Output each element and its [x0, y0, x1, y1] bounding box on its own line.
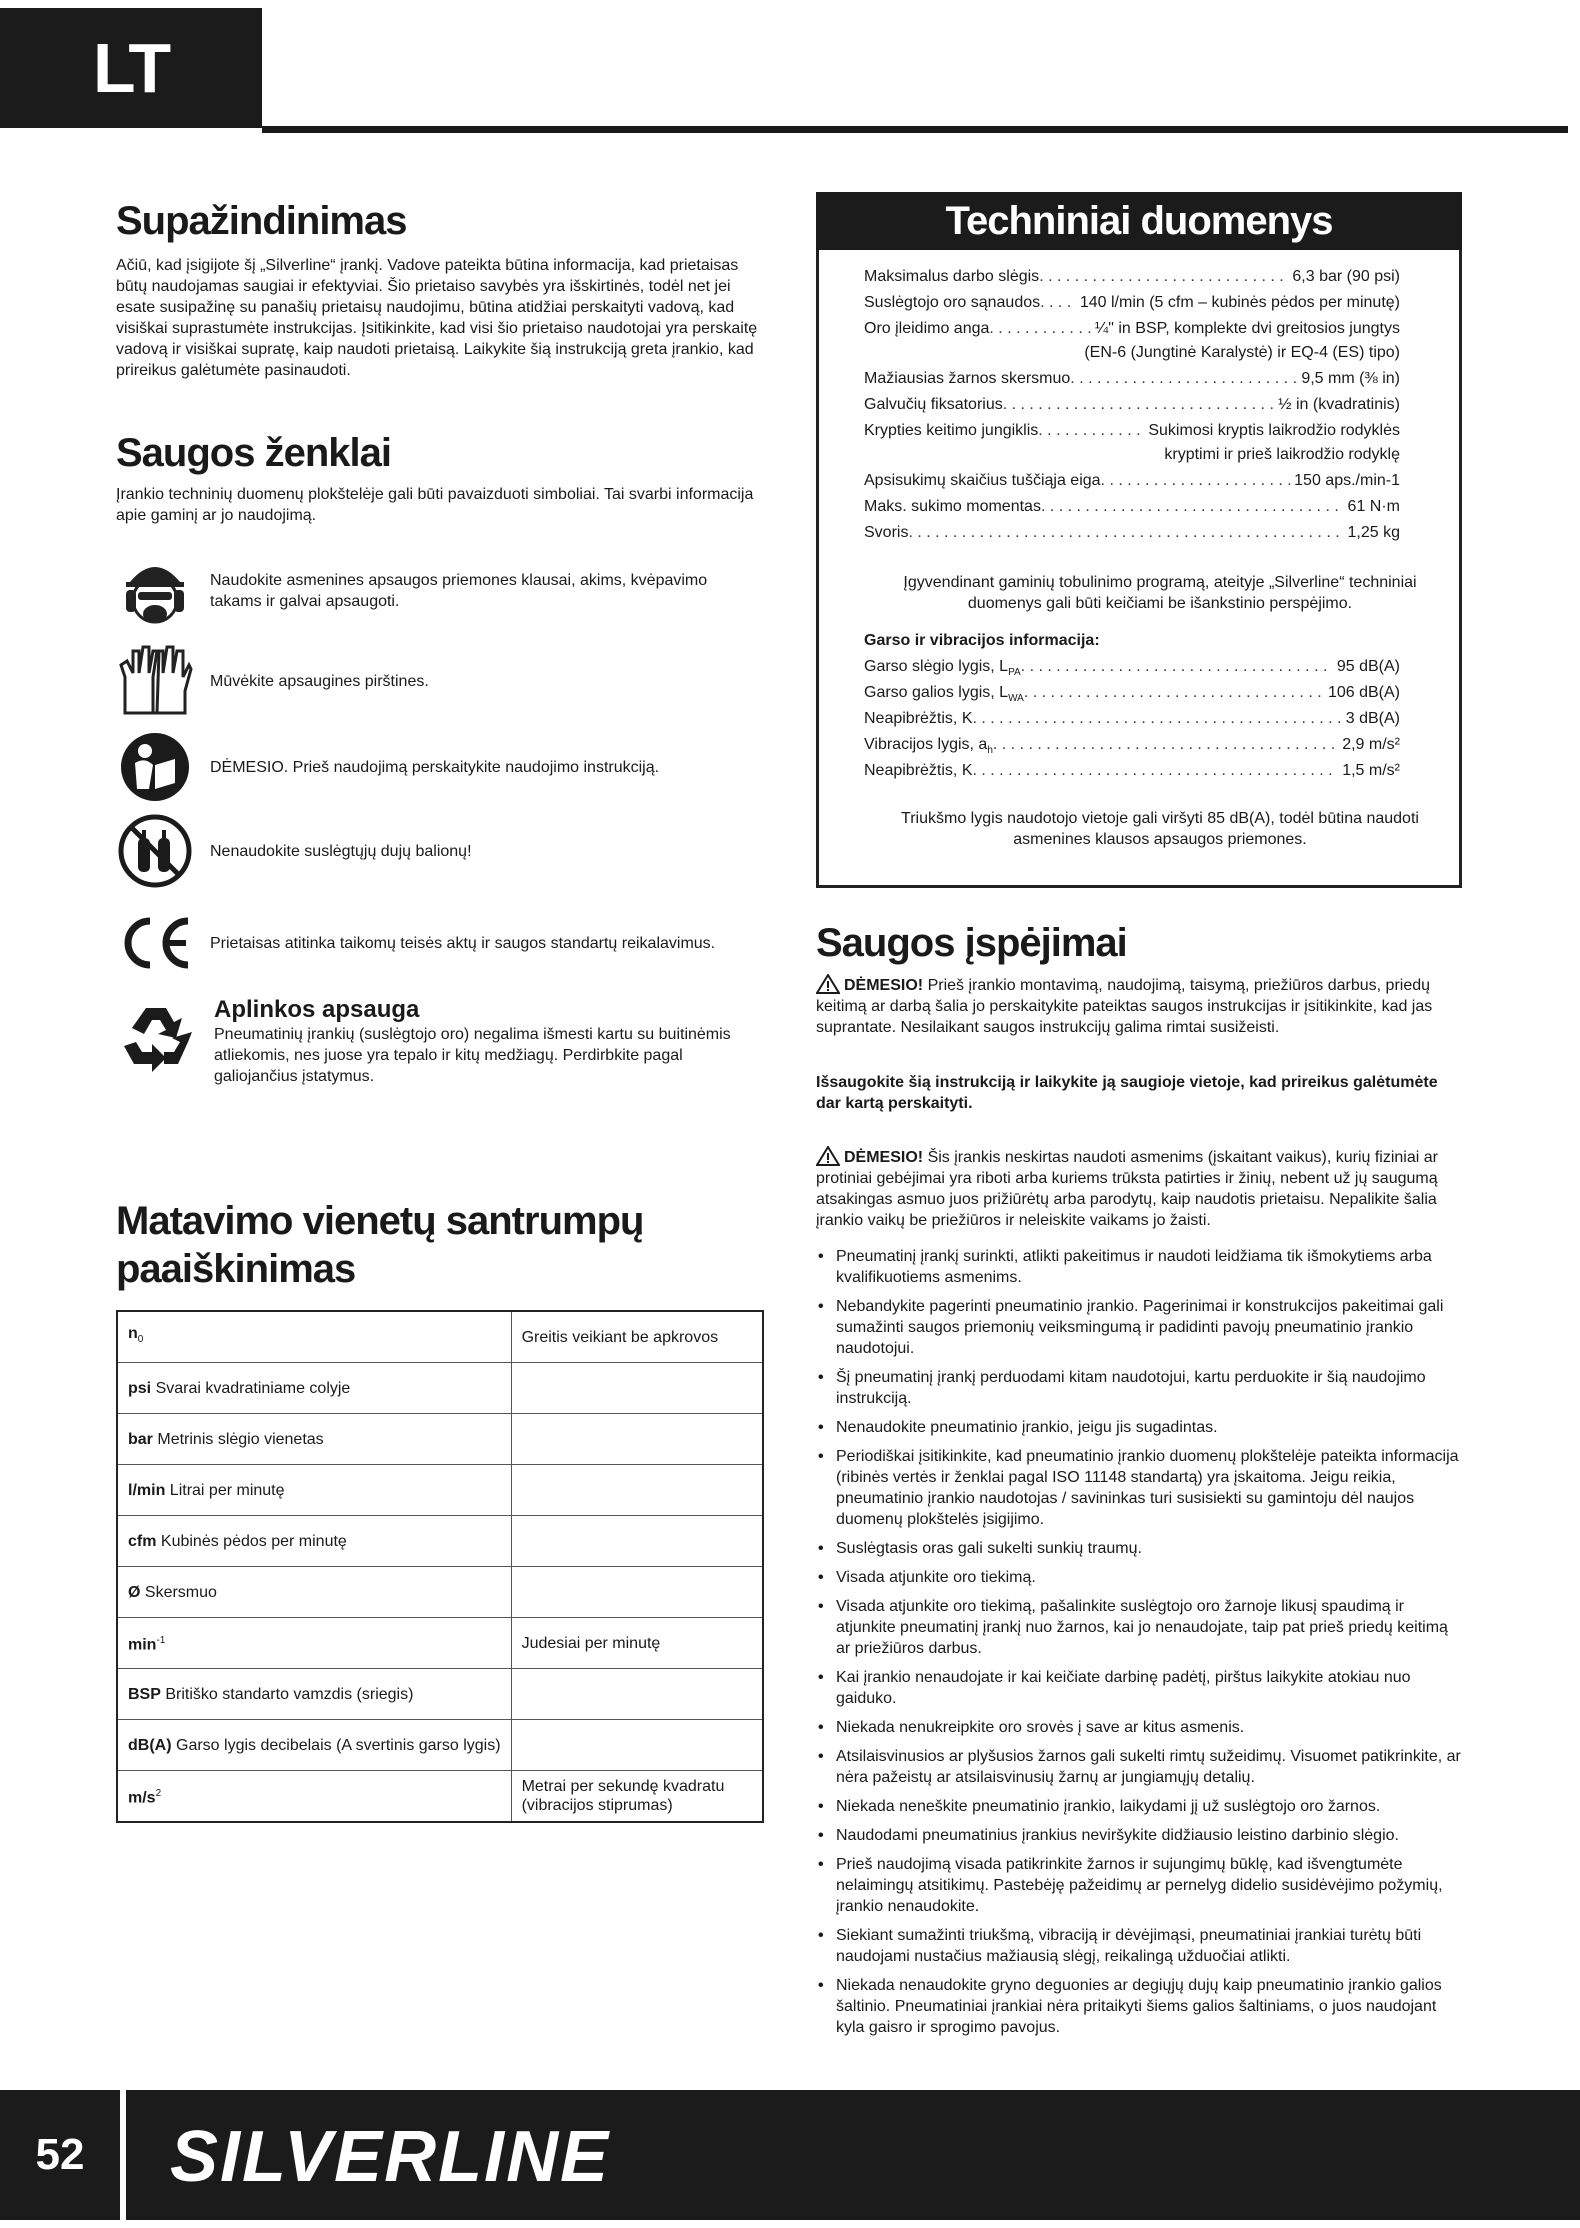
unit-desc: Metrinis slėgio vienetas — [157, 1430, 324, 1448]
warning-triangle-icon — [816, 974, 840, 994]
symbol-text: Naudokite asmenines apsaugos priemones klausai, akims, kvėpavimo takams ir galvai apsaugoti. — [210, 572, 708, 610]
spec-label — [864, 394, 1003, 416]
environment-title: Aplinkos apsauga — [214, 996, 420, 1023]
header-rule — [262, 126, 1568, 133]
leader-dots — [1038, 420, 1144, 442]
spec-row — [864, 266, 1400, 288]
safety-symbols-text: Įrankio techninių duomenų plokštelėje gali būti pavaizduoti simboliai. Tai svarbi informacija apie gaminį ar jo naudojimą. — [116, 486, 754, 524]
units-cell-left — [117, 1567, 511, 1618]
spec-row — [864, 420, 1400, 442]
leader-dots — [1003, 394, 1274, 416]
symbol-text: DĖMESIO. Prieš naudojimą perskaitykite naudojimo instrukciją. — [210, 758, 660, 776]
attention-label: DĖMESIO! — [844, 977, 924, 994]
unit-abbr: n — [128, 1325, 138, 1343]
unit-abbr: Ø — [128, 1583, 141, 1601]
units-cell-left — [117, 1771, 511, 1823]
intro-text: Ačiū, kad įsigijote šį „Silverline“ įrankį. Vadove pateikta būtina informacija, kad prietaisas būtų naudojamas saugiai ir efektyviai. Šio prietaiso savybės yra išskirtinės, todėl net jei esate susipažinę su panašių prietaisų naudojimu, būtina atidžiai perskaityti vadovą, kad visiškai suprastumėte instrukcijas. Įsitikinkite, kad visi šio prietaiso naudotojai yra perskaitę vadovą ir visiškai supratę, kaip naudoti prietaisą. Laikykite šią instrukciją greta įrankio, kad prireikus galėtumėte pasinaudoti. — [116, 257, 758, 379]
units-row — [117, 1771, 763, 1823]
leader-dots — [973, 760, 1339, 782]
spec-row — [864, 496, 1400, 518]
language-code: LT — [0, 8, 262, 128]
spec-row — [864, 656, 1400, 684]
unit-sup: -1 — [156, 1635, 166, 1647]
spec-row — [864, 394, 1400, 416]
leader-dots — [1024, 682, 1324, 710]
spec-label — [864, 708, 973, 730]
spec-label-text: Neapibrėžtis, K — [864, 710, 973, 727]
ppe-head-icon — [116, 552, 194, 630]
symbol-row-ce — [116, 904, 736, 982]
unit-desc: Skersmuo — [144, 1583, 217, 1601]
units-cell-right — [511, 1465, 763, 1516]
spec-label-text: Garso galios lygis, L — [864, 684, 1009, 701]
units-cell-left — [117, 1311, 511, 1363]
warning-attention-2 — [816, 1146, 1466, 1231]
spec-label — [864, 760, 973, 782]
units-cell-right — [511, 1363, 763, 1414]
footer-divider — [120, 2090, 126, 2220]
units-title-line1: Matavimo vienetų santrumpų — [116, 1199, 644, 1243]
leader-dots — [993, 734, 1338, 762]
spec-label-text: Maks. sukimo momentas — [864, 498, 1041, 515]
warning-text-2: Šis įrankis neskirtas naudoti asmenims (įskaitant vaikus), kurių fiziniai ar protiniai gebėjimai yra riboti arba kuriems trūksta patirties ir žinių, nebent už jų saugumą atsakingas asmuo juos prižiūrėtų arba parodytų, kaip naudotis prietaisu. Nepalikite šalia įrankio vaikų be priežiūros ir neleiskite vaikams jo žaisti. — [816, 1149, 1438, 1229]
unit-desc: Kubinės pėdos per minutę — [160, 1532, 347, 1550]
spec-row — [864, 682, 1400, 710]
brand-logo: SILVERLINE — [170, 2117, 611, 2197]
units-cell-left — [117, 1516, 511, 1567]
warning-item: • Nebandykite pagerinti pneumatinio įrankio. Pagerinimai ir konstrukcijos pakeitimai gali sumažinti saugos priemonių veiksmingumą ir padidinti pavojų pneumatinio įrankio naudotojui. — [816, 1296, 1466, 1359]
symbol-row-ppe — [116, 552, 736, 630]
warning-item: • Suslėgtasis oras gali sukelti sunkių traumų. — [816, 1538, 1466, 1559]
unit-desc: Britiško standarto vamzdis (sriegis) — [165, 1685, 414, 1703]
spec-value: 1,25 kg — [1347, 524, 1400, 541]
tech-note: Įgyvendinant gaminių tobulinimo programą, ateityje „Silverline“ techniniai duomenys gali būti keičiami be išankstinio perspėjimo. — [903, 574, 1417, 612]
spec-label-text: Maksimalus darbo slėgis — [864, 268, 1040, 285]
spec-label — [864, 656, 1021, 684]
warning-item: • Kai įrankio nenaudojate ir kai keičiate darbinę padėtį, pirštus laikykite atokiau nuo gaiduko. — [816, 1667, 1466, 1709]
unit-abbr: min — [128, 1636, 157, 1654]
spec-value: 150 aps./min-1 — [1294, 472, 1400, 489]
warning-item: • Visada atjunkite oro tiekimą, pašalinkite suslėgtojo oro žarnoje likusį spaudimą ir atjunkite pneumatinį įrankį nuo žarnos, kai jo nenaudojate, taip pat prieš priedų keitimą ar priežiūros darbus. — [816, 1596, 1466, 1659]
unit-abbr: l/min — [128, 1481, 166, 1499]
sound-title: Garso ir vibracijos informacija: — [864, 632, 1100, 649]
spec-row — [864, 734, 1400, 762]
environment-text: Pneumatinių įrankių (suslėgtojo oro) negalima išmesti kartu su buitinėmis atliekomis, nes juose yra tepalo ir kitų medžiagų. Perdirbkite pagal galiojančius įstatymus. — [214, 1026, 731, 1085]
units-cell-right — [511, 1567, 763, 1618]
gloves-icon — [116, 642, 194, 720]
units-cell-right: Metrai per sekundę kvadratu (vibracijos stiprumas) — [511, 1771, 763, 1823]
spec-label — [864, 734, 993, 762]
spec-value: 6,3 bar (90 psi) — [1292, 268, 1400, 285]
units-cell-left — [117, 1618, 511, 1669]
spec-sub: h — [987, 745, 993, 757]
leader-dots — [1039, 266, 1288, 288]
symbol-row-gas — [116, 812, 736, 890]
spec-row — [864, 760, 1400, 782]
units-title-line2: paaiškinimas — [116, 1247, 356, 1291]
units-cell-right — [511, 1720, 763, 1771]
units-cell-left — [117, 1363, 511, 1414]
spec-label — [864, 368, 1070, 390]
spec-label-text: Svoris — [864, 524, 909, 541]
warning-item: • Visada atjunkite oro tiekimą. — [816, 1567, 1466, 1588]
spec-value: 9,5 mm (⅜ in) — [1301, 370, 1400, 387]
warning-item: • Periodiškai įsitikinkite, kad pneumatinio įrankio duomenų plokštelėje pateikta informacija (ribinės vertės ir ženklai pagal ISO 11148 standartą) yra įskaitoma. Jeigu reikia, pneumatinio įrankio naudotojas / savininkas turi susisiekti su gamintoju dėl naujos duomenų plokštelės įsigijimo. — [816, 1446, 1466, 1530]
units-cell-left — [117, 1669, 511, 1720]
spec-value: 1,5 m/s² — [1342, 762, 1400, 779]
leader-dots — [973, 708, 1342, 730]
spec-label-text: Neapibrėžtis, K — [864, 762, 973, 779]
spec-label-text: Vibracijos lygis, a — [864, 736, 988, 753]
sound-note: Triukšmo lygis naudotojo vietoje gali viršyti 85 dB(A), todėl būtina naudoti asmenines klausos apsaugos priemones. — [901, 810, 1419, 848]
unit-abbr: cfm — [128, 1532, 157, 1550]
warning-list — [816, 1246, 1466, 2046]
spec-value: 3 dB(A) — [1345, 710, 1400, 727]
spec-row — [864, 470, 1400, 492]
safety-symbols-title: Saugos ženklai — [116, 431, 391, 475]
spec-label — [864, 522, 908, 544]
spec-label-text: Mažiausias žarnos skersmuo — [864, 370, 1071, 387]
unit-abbr: m/s — [128, 1789, 156, 1807]
tech-title: Techniniai duomenys — [816, 192, 1462, 250]
units-row — [117, 1516, 763, 1567]
no-gas-cylinder-icon — [116, 812, 194, 890]
warning-item: • Naudodami pneumatinius įrankius neviršykite didžiausio leistino darbinio slėgio. — [816, 1825, 1466, 1846]
spec-row — [864, 292, 1400, 314]
units-row — [117, 1567, 763, 1618]
spec-label-text: Krypties keitimo jungiklis — [864, 422, 1039, 439]
warnings-title: Saugos įspėjimai — [816, 921, 1127, 965]
units-cell-right: Greitis veikiant be apkrovos — [511, 1311, 763, 1363]
units-cell-left — [117, 1465, 511, 1516]
unit-abbr: psi — [128, 1379, 152, 1397]
spec-label — [864, 318, 989, 340]
spec-value: (EN-6 (Jungtinė Karalystė) ir EQ-4 (ES) tipo) — [1084, 344, 1400, 361]
units-row — [117, 1669, 763, 1720]
spec-value: Sukimosi kryptis laikrodžio rodyklės — [1148, 422, 1400, 439]
spec-value: ¼" in BSP, komplekte dvi greitosios jungtys — [1094, 320, 1400, 337]
intro-title: Supažindinimas — [116, 199, 407, 243]
unit-sup: 2 — [155, 1788, 162, 1800]
warning-item: • Atsilaisvinusios ar plyšusios žarnos gali sukelti rimtų sužeidimų. Visuomet patikrinkite, ar nėra pažeistų ar atsilaisvinusių žarnų ar jungiamųjų detalių. — [816, 1746, 1466, 1788]
ce-mark-icon — [116, 904, 194, 982]
units-row — [117, 1720, 763, 1771]
units-row — [117, 1311, 763, 1363]
spec-label-text: Garso slėgio lygis, L — [864, 658, 1009, 675]
units-cell-right — [511, 1516, 763, 1567]
warning-item: • Niekada neneškite pneumatinio įrankio, laikydami jį už suslėgtojo oro žarnos. — [816, 1796, 1466, 1817]
symbol-row-gloves — [116, 642, 736, 720]
units-cell-left — [117, 1720, 511, 1771]
spec-value: 140 l/min (5 cfm – kubinės pėdos per minutę) — [1079, 294, 1400, 311]
spec-label — [864, 266, 1039, 288]
spec-value: 2,9 m/s² — [1342, 736, 1400, 753]
spec-sub: WA — [1008, 693, 1024, 705]
spec-value: 95 dB(A) — [1336, 658, 1400, 675]
units-cell-right: Judesiai per minutę — [511, 1618, 763, 1669]
spec-label — [864, 420, 1038, 442]
units-row — [117, 1363, 763, 1414]
keep-instructions-note: Išsaugokite šią instrukciją ir laikykite ją saugioje vietoje, kad prireikus galėtumėte dar kartą perskaityti. — [816, 1074, 1438, 1112]
spec-row — [864, 708, 1400, 730]
spec-row — [864, 342, 1400, 364]
warning-item: • Siekiant sumažinti triukšmą, vibraciją ir dėvėjimąsi, pneumatiniai įrankiai turėtų būti naudojami nustačius mažiausią slėgį, reikalingą užduočiai atlikti. — [816, 1925, 1466, 1967]
spec-label-text: Galvučių fiksatorius — [864, 396, 1003, 413]
warning-item: • Pneumatinį įrankį surinkti, atlikti pakeitimus ir naudoti leidžiama tik išmokytiems arba kvalifikuotiems asmenims. — [816, 1246, 1466, 1288]
spec-label-text: Suslėgtojo oro sąnaudos — [864, 294, 1041, 311]
spec-row — [864, 522, 1400, 544]
leader-dots — [1101, 470, 1291, 492]
spec-label — [864, 292, 1040, 314]
unit-abbr: BSP — [128, 1685, 161, 1703]
unit-sub: 0 — [137, 1334, 144, 1346]
attention-label: DĖMESIO! — [844, 1149, 924, 1166]
leader-dots — [989, 318, 1091, 340]
spec-row — [864, 368, 1400, 390]
units-row — [117, 1465, 763, 1516]
spec-value: ½ in (kvadratinis) — [1278, 396, 1400, 413]
warning-triangle-icon — [816, 1146, 840, 1166]
recycle-icon — [116, 1002, 196, 1083]
spec-row — [864, 318, 1400, 340]
symbol-row-manual — [116, 728, 736, 806]
spec-label — [864, 496, 1041, 518]
leader-dots — [908, 522, 1343, 544]
warning-item: • Niekada nenaudokite gryno deguonies ar degiųjų dujų kaip pneumatinio įrankio galios šaltinio. Pneumatiniai įrankiai nėra pritaikyti šiems galios šaltiniams, o juos naudojant kyla gaisro ir sprogimo pavojus. — [816, 1975, 1466, 2038]
leader-dots — [1041, 496, 1344, 518]
symbol-text: Mūvėkite apsaugines pirštines. — [210, 672, 429, 690]
units-cell-right — [511, 1414, 763, 1465]
read-manual-icon — [116, 728, 194, 806]
units-cell-right — [511, 1669, 763, 1720]
symbol-text: Prietaisas atitinka taikomų teisės aktų ir saugos standartų reikalavimus. — [210, 934, 716, 952]
unit-desc: Svarai kvadratiniame colyje — [155, 1379, 351, 1397]
unit-desc: Litrai per minutę — [169, 1481, 285, 1499]
spec-label-text: Oro įleidimo anga — [864, 320, 990, 337]
leader-dots — [1040, 292, 1076, 314]
warning-attention-1 — [816, 974, 1466, 1038]
unit-abbr: dB(A) — [128, 1736, 172, 1754]
spec-label — [864, 470, 1101, 492]
unit-desc: Garso lygis decibelais (A svertinis garso lygis) — [176, 1736, 501, 1754]
leader-dots — [1070, 368, 1297, 390]
warning-item: • Prieš naudojimą visada patikrinkite žarnos ir sujungimų būklę, kad išvengtumėte nelaimingų atsitikimų. Pastebėję pažeidimų ar pernelyg didelio susidėvėjimo požymių, įrankio nenaudokite. — [816, 1854, 1466, 1917]
units-row — [117, 1414, 763, 1465]
leader-dots — [1021, 656, 1333, 684]
page-number: 52 — [35, 2130, 85, 2179]
units-row — [117, 1618, 763, 1669]
warning-text-1: Prieš įrankio montavimą, naudojimą, taisymą, priežiūros darbus, priedų keitimą ar darbą šalia jo perskaitykite pateiktas saugos instrukcijas ir įsitikinkite, kad jas suprantate. Nesilaikant saugos instrukcijų galima rimtai susižeisti. — [816, 977, 1433, 1036]
spec-label — [864, 682, 1024, 710]
spec-label-text: Apsisukimų skaičius tuščiąja eiga — [864, 472, 1101, 489]
spec-sub: PA — [1008, 667, 1021, 679]
units-cell-left — [117, 1414, 511, 1465]
unit-abbr: bar — [128, 1430, 153, 1448]
warning-item: • Nenaudokite pneumatinio įrankio, jeigu jis sugadintas. — [816, 1417, 1466, 1438]
spec-row — [864, 444, 1400, 466]
spec-value: kryptimi ir prieš laikrodžio rodyklę — [1164, 446, 1400, 463]
spec-value: 106 dB(A) — [1327, 684, 1400, 701]
warning-item: • Niekada nenukreipkite oro srovės į save ar kitus asmenis. — [816, 1717, 1466, 1738]
spec-value: 61 N·m — [1347, 498, 1400, 515]
warning-item: • Šį pneumatinį įrankį perduodami kitam naudotojui, kartu perduokite ir šią naudojimo instrukciją. — [816, 1367, 1466, 1409]
units-table — [116, 1310, 764, 1823]
symbol-text: Nenaudokite suslėgtųjų dujų balionų! — [210, 842, 472, 860]
